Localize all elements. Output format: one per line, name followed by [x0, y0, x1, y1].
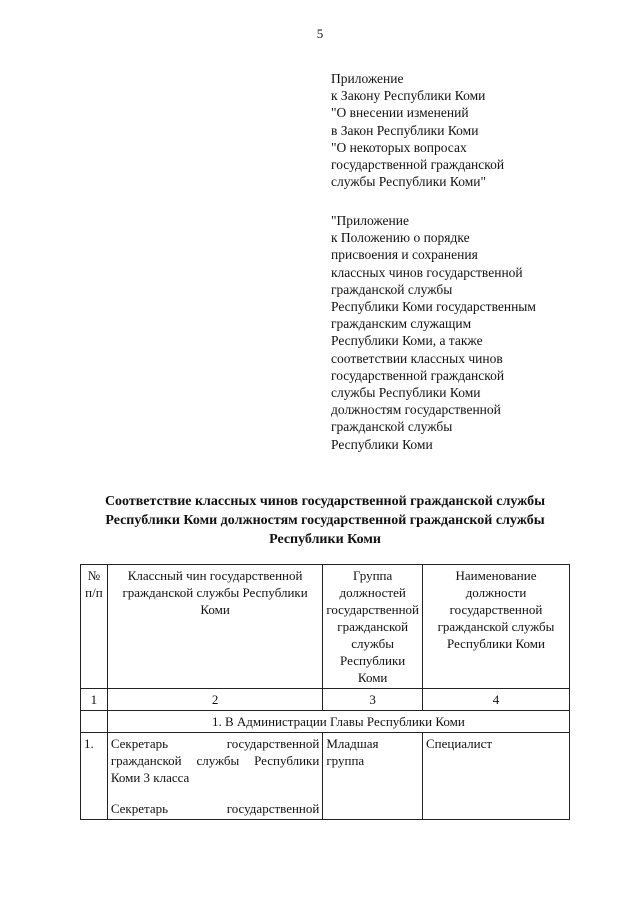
inner-appendix-line: соответствии классных чинов: [331, 350, 503, 366]
inner-appendix-line: присвоения и сохранения: [331, 247, 478, 263]
inner-appendix-line: должностям государственной: [331, 402, 501, 418]
column-number: 1: [81, 689, 108, 711]
inner-appendix-line: гражданским служащим: [331, 316, 472, 332]
appendix-line: Приложение: [331, 71, 404, 86]
header-group: Группа должностей государственной гражданской службы Республики Коми: [323, 565, 423, 689]
position-cell: Специалист: [422, 733, 569, 820]
header-position: Наименование должности государственной гражданской службы Республики Коми: [422, 565, 569, 689]
row-number: 1.: [81, 733, 108, 820]
column-numbers-row: [81, 689, 570, 711]
inner-appendix-line: гражданской службы: [331, 281, 453, 297]
column-number: 4: [422, 689, 569, 711]
inner-appendix-line: Республики Коми: [331, 436, 433, 452]
header-rank: Классный чин государственной гражданской службы Республики Коми: [107, 565, 323, 689]
inner-appendix-line: службы Республики Коми: [331, 385, 481, 401]
appendix-line: в Закон Республики Коми: [331, 122, 479, 138]
document-title: [60, 492, 590, 549]
title-line: Республики Коми должностям государственной гражданской службы: [105, 513, 545, 528]
rank-cell: [107, 733, 323, 820]
column-number: 3: [323, 689, 423, 711]
header-num: № п/п: [81, 565, 108, 689]
inner-appendix-line: к Положению о порядке: [331, 230, 470, 246]
rank-name-continued: Секретарь государственной: [110, 801, 320, 816]
page-number: 5: [316, 26, 324, 41]
appendix-line: службы Республики Коми": [331, 174, 486, 190]
section-row: [81, 711, 570, 733]
group-cell: Младшая группа: [323, 733, 423, 820]
table-row: [81, 733, 570, 820]
inner-appendix-line: Республики Коми государственным: [331, 299, 536, 315]
inner-appendix-line: Республики Коми, а также: [331, 333, 483, 349]
title-line: Соответствие классных чинов государственной гражданской службы: [104, 494, 546, 509]
inner-appendix-line: "Приложение: [331, 213, 409, 228]
table-header-row: [81, 565, 570, 689]
section-spacer-cell: [81, 711, 108, 733]
inner-appendix-header: [331, 212, 591, 453]
appendix-line: "О некоторых вопросах: [331, 139, 467, 155]
appendix-line: к Закону Республики Коми: [331, 88, 486, 104]
inner-appendix-line: классных чинов государственной: [331, 264, 523, 280]
section-title: 1. В Администрации Главы Республики Коми: [107, 711, 569, 733]
appendix-line: государственной гражданской: [331, 157, 505, 173]
ranks-table: [80, 564, 570, 820]
rank-name: Секретарь государственной гражданской службы Республики Коми 3 класса: [110, 736, 320, 785]
inner-appendix-line: государственной гражданской: [331, 367, 505, 383]
inner-appendix-line: гражданской службы: [331, 419, 453, 435]
appendix-header: [331, 70, 591, 190]
column-number: 2: [107, 689, 323, 711]
appendix-line: "О внесении изменений: [331, 105, 469, 121]
title-line: Республики Коми: [269, 532, 381, 547]
